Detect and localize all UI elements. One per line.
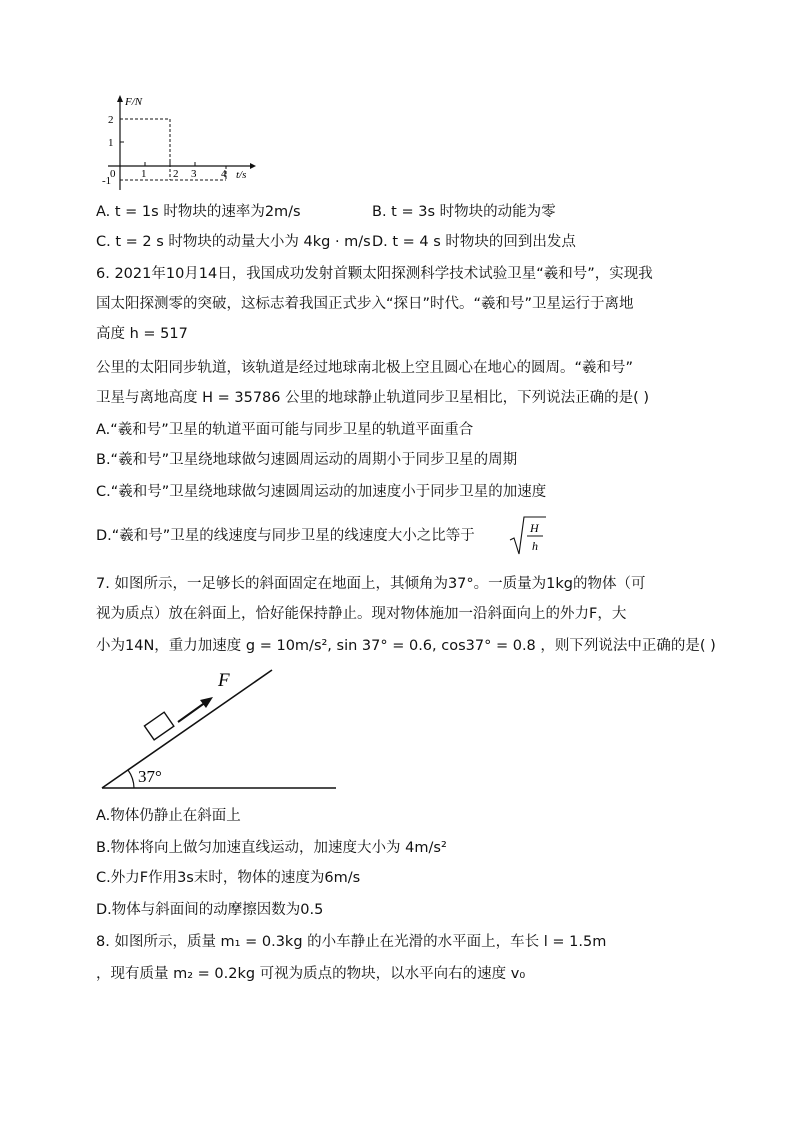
force-arrowhead xyxy=(200,697,213,708)
force-time-graph xyxy=(100,92,260,192)
y-axis-arrow xyxy=(117,95,123,102)
block xyxy=(144,712,173,740)
x-axis-label: t/s xyxy=(236,169,247,181)
q6-option-a: A.“羲和号”卫星的轨道平面可能与同步卫星的轨道平面重合 xyxy=(96,422,474,438)
x-axis-arrow xyxy=(250,163,256,169)
sqrt-denominator: h xyxy=(532,539,538,553)
force-label: F xyxy=(218,670,230,691)
x-tick-4: 4 xyxy=(221,168,227,180)
y-tick-2: 2 xyxy=(108,114,114,126)
slope-line xyxy=(102,670,272,788)
q6-line-2: 国太阳探测零的突破，这标志着我国正式步入“探日”时代。“羲和号”卫星运行于离地 xyxy=(96,296,634,312)
x-tick-3: 3 xyxy=(191,168,197,180)
incline-figure xyxy=(100,664,350,794)
q6-line-3: 高度 h = 517 xyxy=(96,326,188,342)
q7-option-c: C.外力F作用3s末时，物体的速度为6m/s xyxy=(96,870,361,886)
q8-line-1: 8. 如图所示，质量 m₁ = 0.3kg 的小车静止在光滑的水平面上，车长 l = 1.5m xyxy=(96,934,607,950)
q7-option-a: A.物体仍静止在斜面上 xyxy=(96,808,241,824)
q5-option-a: A. t = 1s 时物块的速率为2m/s xyxy=(96,204,301,220)
q7-line-2: 视为质点）放在斜面上，恰好能保持静止。现对物体施加一沿斜面向上的外力F，大 xyxy=(96,606,627,622)
q6-line-4: 公里的太阳同步轨道，该轨道是经过地球南北极上空且圆心在地心的圆周。“羲和号” xyxy=(96,360,634,376)
q7-line-1: 7. 如图所示，一足够长的斜面固定在地面上，其倾角为37°。一质量为1kg的物体（可 xyxy=(96,576,646,592)
q5-option-c: C. t = 2 s 时物块的动量大小为 4kg · m/s xyxy=(96,234,371,250)
y-tick-1: 1 xyxy=(108,137,114,149)
q5-option-b: B. t = 3s 时物块的动能为零 xyxy=(372,204,556,220)
sqrt-fraction xyxy=(508,514,548,558)
q7-option-d: D.物体与斜面间的动摩擦因数为0.5 xyxy=(96,902,324,918)
angle-label: 37° xyxy=(138,767,162,786)
q5-option-d: D. t = 4 s 时物块的回到出发点 xyxy=(372,234,576,250)
q8-line-2: ，现有质量 m₂ = 0.2kg 可视为质点的物块，以水平向右的速度 v₀ xyxy=(96,966,526,982)
x-tick-0: 0 xyxy=(110,168,116,180)
x-tick-1: 1 xyxy=(141,168,147,180)
q6-option-c: C.“羲和号”卫星绕地球做匀速圆周运动的加速度小于同步卫星的加速度 xyxy=(96,484,547,500)
y-tick-neg1: -1 xyxy=(102,175,112,187)
y-axis-label: F/N xyxy=(125,96,143,108)
q6-option-b: B.“羲和号”卫星绕地球做匀速圆周运动的周期小于同步卫星的周期 xyxy=(96,452,518,468)
sqrt-numerator: H xyxy=(530,521,539,535)
x-tick-2: 2 xyxy=(173,168,179,180)
q6-option-d: D.“羲和号”卫星的线速度与同步卫星的线速度大小之比等于 xyxy=(96,528,475,544)
q6-line-1: 6. 2021年10月14日，我国成功发射首颗太阳探测科学技术试验卫星“羲和号”，实现我 xyxy=(96,266,653,282)
q7-option-b: B.物体将向上做匀加速直线运动，加速度大小为 4m/s² xyxy=(96,840,447,856)
q7-line-3: 小为14N，重力加速度 g = 10m/s², sin 37° = 0.6, cos37° = 0.8 ，则下列说法中正确的是( ) xyxy=(96,638,716,654)
angle-arc xyxy=(128,770,134,788)
q6-line-5: 卫星与离地高度 H = 35786 公里的地球静止轨道同步卫星相比，下列说法正确的是( ) xyxy=(96,390,650,406)
